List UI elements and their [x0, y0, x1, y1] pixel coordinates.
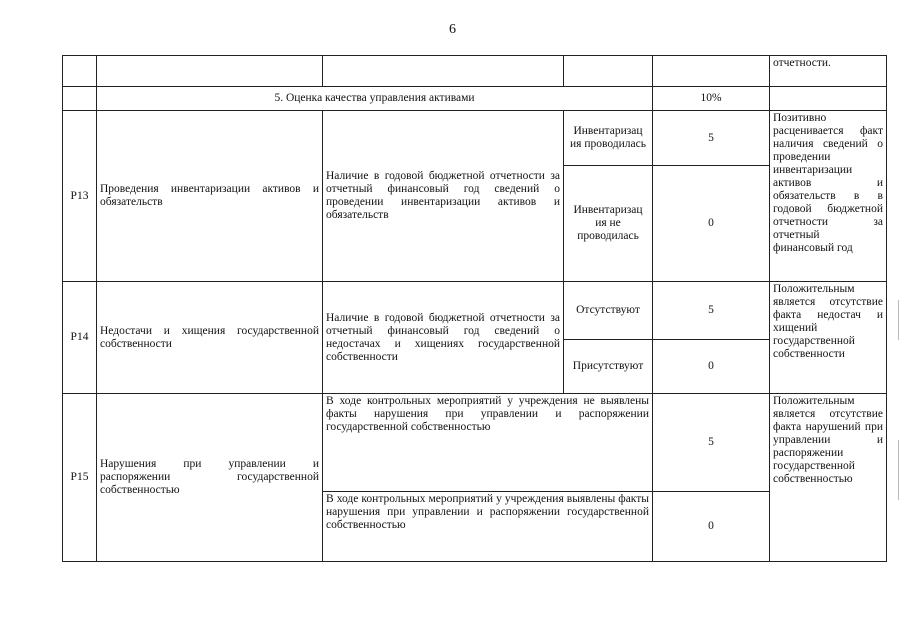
indicator-code: P13: [63, 111, 97, 282]
page-number: 6: [449, 22, 456, 37]
indicator-criterion: В ходе контрольных мероприятий у учреждения выявлены факты нарушения при управлении и распоряжении государственной собственностью: [323, 492, 653, 562]
indicator-criterion: Наличие в годовой бюджетной отчетности за отчетный финансовый год сведений о проведении инвентаризации активов и обязательств: [323, 111, 564, 282]
option-score: 5: [653, 111, 770, 166]
option-label: Инвентаризац ия проводилась: [564, 111, 653, 166]
option-label: Присутствуют: [564, 340, 653, 394]
option-score: 0: [653, 340, 770, 394]
cell-empty: [770, 87, 887, 111]
option-score: 0: [653, 166, 770, 282]
table-row-p13: [63, 111, 887, 166]
option-score: 5: [653, 282, 770, 340]
assessment-table: [62, 55, 887, 562]
section-weight: 10%: [653, 87, 770, 111]
option-label: Инвентаризац ия не проводилась: [564, 166, 653, 282]
indicator-name: Нарушения при управлении и распоряжении государственной собственностью: [97, 394, 323, 562]
indicator-criterion: Наличие в годовой бюджетной отчетности за отчетный финансовый год сведений о недостачах и хищениях государственной собственности: [323, 282, 564, 394]
indicator-criterion: В ходе контрольных мероприятий у учреждения не выявлены факты нарушения при управлении и распоряжении государственной собственностью: [323, 394, 653, 492]
scan-artifact: [898, 300, 899, 340]
cell-empty: [653, 56, 770, 87]
indicator-code: P14: [63, 282, 97, 394]
indicator-code: P15: [63, 394, 97, 562]
option-score: 0: [653, 492, 770, 562]
indicator-name: Проведения инвентаризации активов и обязательств: [97, 111, 323, 282]
section-header-row: [63, 87, 887, 111]
indicator-name: Недостачи и хищения государственной собственности: [97, 282, 323, 394]
cell-empty: [63, 56, 97, 87]
table-row-continuation: [63, 56, 887, 87]
comment-cell: отчетности.: [770, 56, 887, 87]
indicator-comment: Позитивно расценивается факт наличия сведений о проведении инвентаризации активов и обязательств в в годовой бюджетной отчетности за отчетный финансовый год: [770, 111, 887, 282]
cell-empty: [564, 56, 653, 87]
indicator-comment: Положительным является отсутствие факта недостач и хищений государственной собственности: [770, 282, 887, 394]
cell-empty: [323, 56, 564, 87]
cell-empty: [97, 56, 323, 87]
cell-empty: [63, 87, 97, 111]
indicator-comment: Положительным является отсутствие факта нарушений при управлении и распоряжении государственной собственностью: [770, 394, 887, 562]
option-score: 5: [653, 394, 770, 492]
option-label: Отсутствуют: [564, 282, 653, 340]
section-title: 5. Оценка качества управления активами: [97, 87, 653, 111]
scan-artifact: [898, 440, 899, 500]
table-row-p15: [63, 394, 887, 492]
table-row-p14: [63, 282, 887, 340]
